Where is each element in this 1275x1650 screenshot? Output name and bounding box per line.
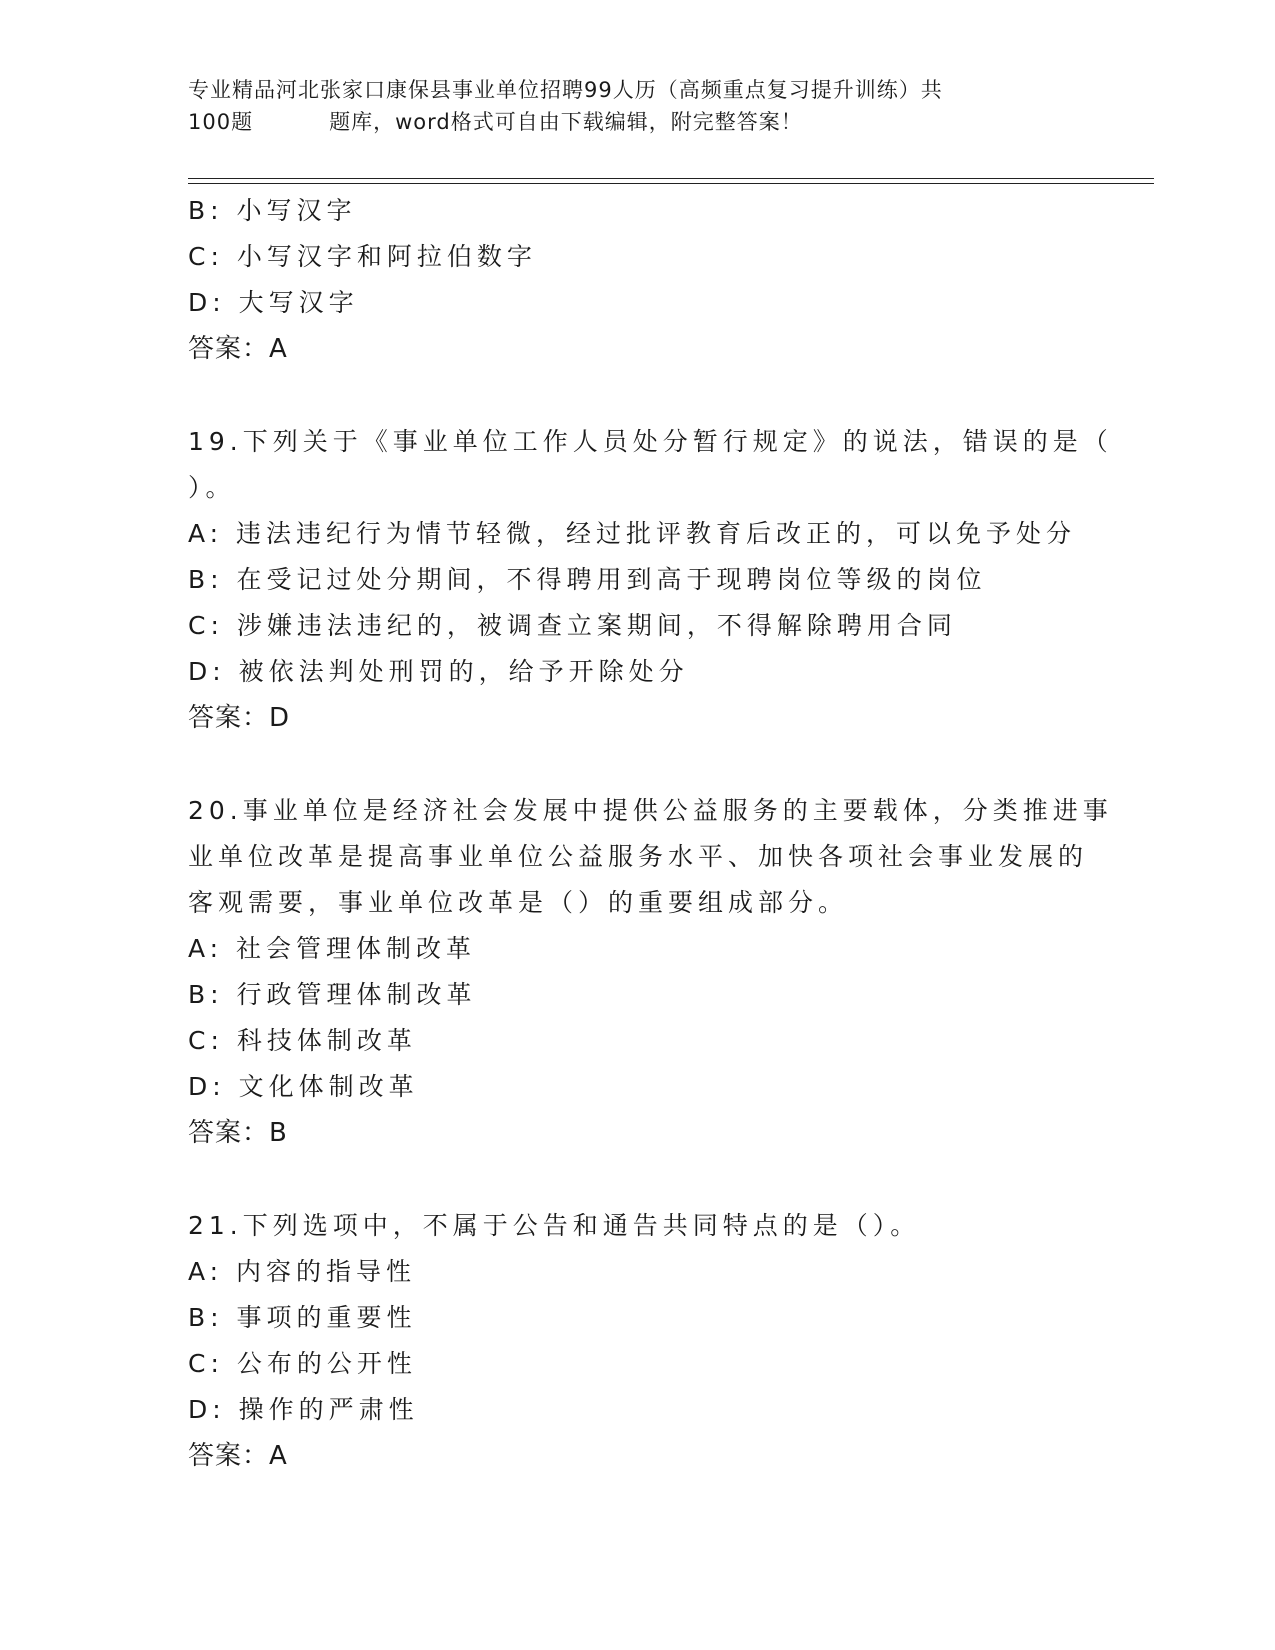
answer-line: 答案：A bbox=[188, 1441, 288, 1471]
option-a: A: 违法违纪行为情节轻微，经过批评教育后改正的，可以免予处分 bbox=[188, 519, 1077, 548]
question-text-line: 业单位改革是提高事业单位公益服务水平、加快各项社会事业发展的 bbox=[188, 842, 1089, 871]
option-d: D: 操作的严肃性 bbox=[188, 1395, 419, 1424]
option-b: B: 小写汉字 bbox=[188, 196, 357, 225]
header-description: 题库，word格式可自由下载编辑，附完整答案！ bbox=[329, 110, 803, 134]
question-text-line: 客观需要，事业单位改革是（）的重要组成部分。 bbox=[188, 888, 849, 917]
question-text-line: ）。 bbox=[188, 473, 236, 502]
option-c: C: 涉嫌违法违纪的，被调查立案期间，不得解除聘用合同 bbox=[188, 611, 957, 640]
option-b: B: 事项的重要性 bbox=[188, 1303, 417, 1332]
option-c: C: 公布的公开性 bbox=[188, 1349, 417, 1378]
question-list bbox=[188, 188, 1113, 1479]
header-divider-top bbox=[188, 178, 1154, 179]
question-block-20 bbox=[188, 788, 1113, 1156]
question-text-line: 20.事业单位是经济社会发展中提供公益服务的主要载体，分类推进事 bbox=[188, 796, 1113, 825]
document-header bbox=[188, 74, 1088, 138]
header-title-line2 bbox=[188, 106, 1088, 138]
option-d: D: 文化体制改革 bbox=[188, 1072, 419, 1101]
option-c: C: 科技体制改革 bbox=[188, 1026, 417, 1055]
option-d: D: 被依法判处刑罚的，给予开除处分 bbox=[188, 657, 689, 686]
option-c: C: 小写汉字和阿拉伯数字 bbox=[188, 242, 537, 271]
answer-line: 答案：A bbox=[188, 334, 288, 364]
question-block-19 bbox=[188, 419, 1113, 741]
answer-line: 答案：D bbox=[188, 703, 291, 733]
question-text-line: 19.下列关于《事业单位工作人员处分暂行规定》的说法，错误的是（ bbox=[188, 427, 1113, 456]
answer-line: 答案：B bbox=[188, 1118, 288, 1148]
option-b: B: 在受记过处分期间，不得聘用到高于现聘岗位等级的岗位 bbox=[188, 565, 987, 594]
header-divider-bottom bbox=[188, 183, 1154, 184]
question-block-18 bbox=[188, 188, 1088, 372]
question-text-line: 21.下列选项中，不属于公告和通告共同特点的是（）。 bbox=[188, 1211, 921, 1240]
header-question-count: 100题 bbox=[188, 110, 254, 134]
option-d: D: 大写汉字 bbox=[188, 288, 359, 317]
header-title-line1: 专业精品河北张家口康保县事业单位招聘99人历（高频重点复习提升训练）共 bbox=[188, 78, 943, 102]
option-b: B: 行政管理体制改革 bbox=[188, 980, 477, 1009]
option-a: A: 内容的指导性 bbox=[188, 1257, 417, 1286]
question-block-21 bbox=[188, 1203, 1088, 1479]
option-a: A: 社会管理体制改革 bbox=[188, 934, 477, 963]
